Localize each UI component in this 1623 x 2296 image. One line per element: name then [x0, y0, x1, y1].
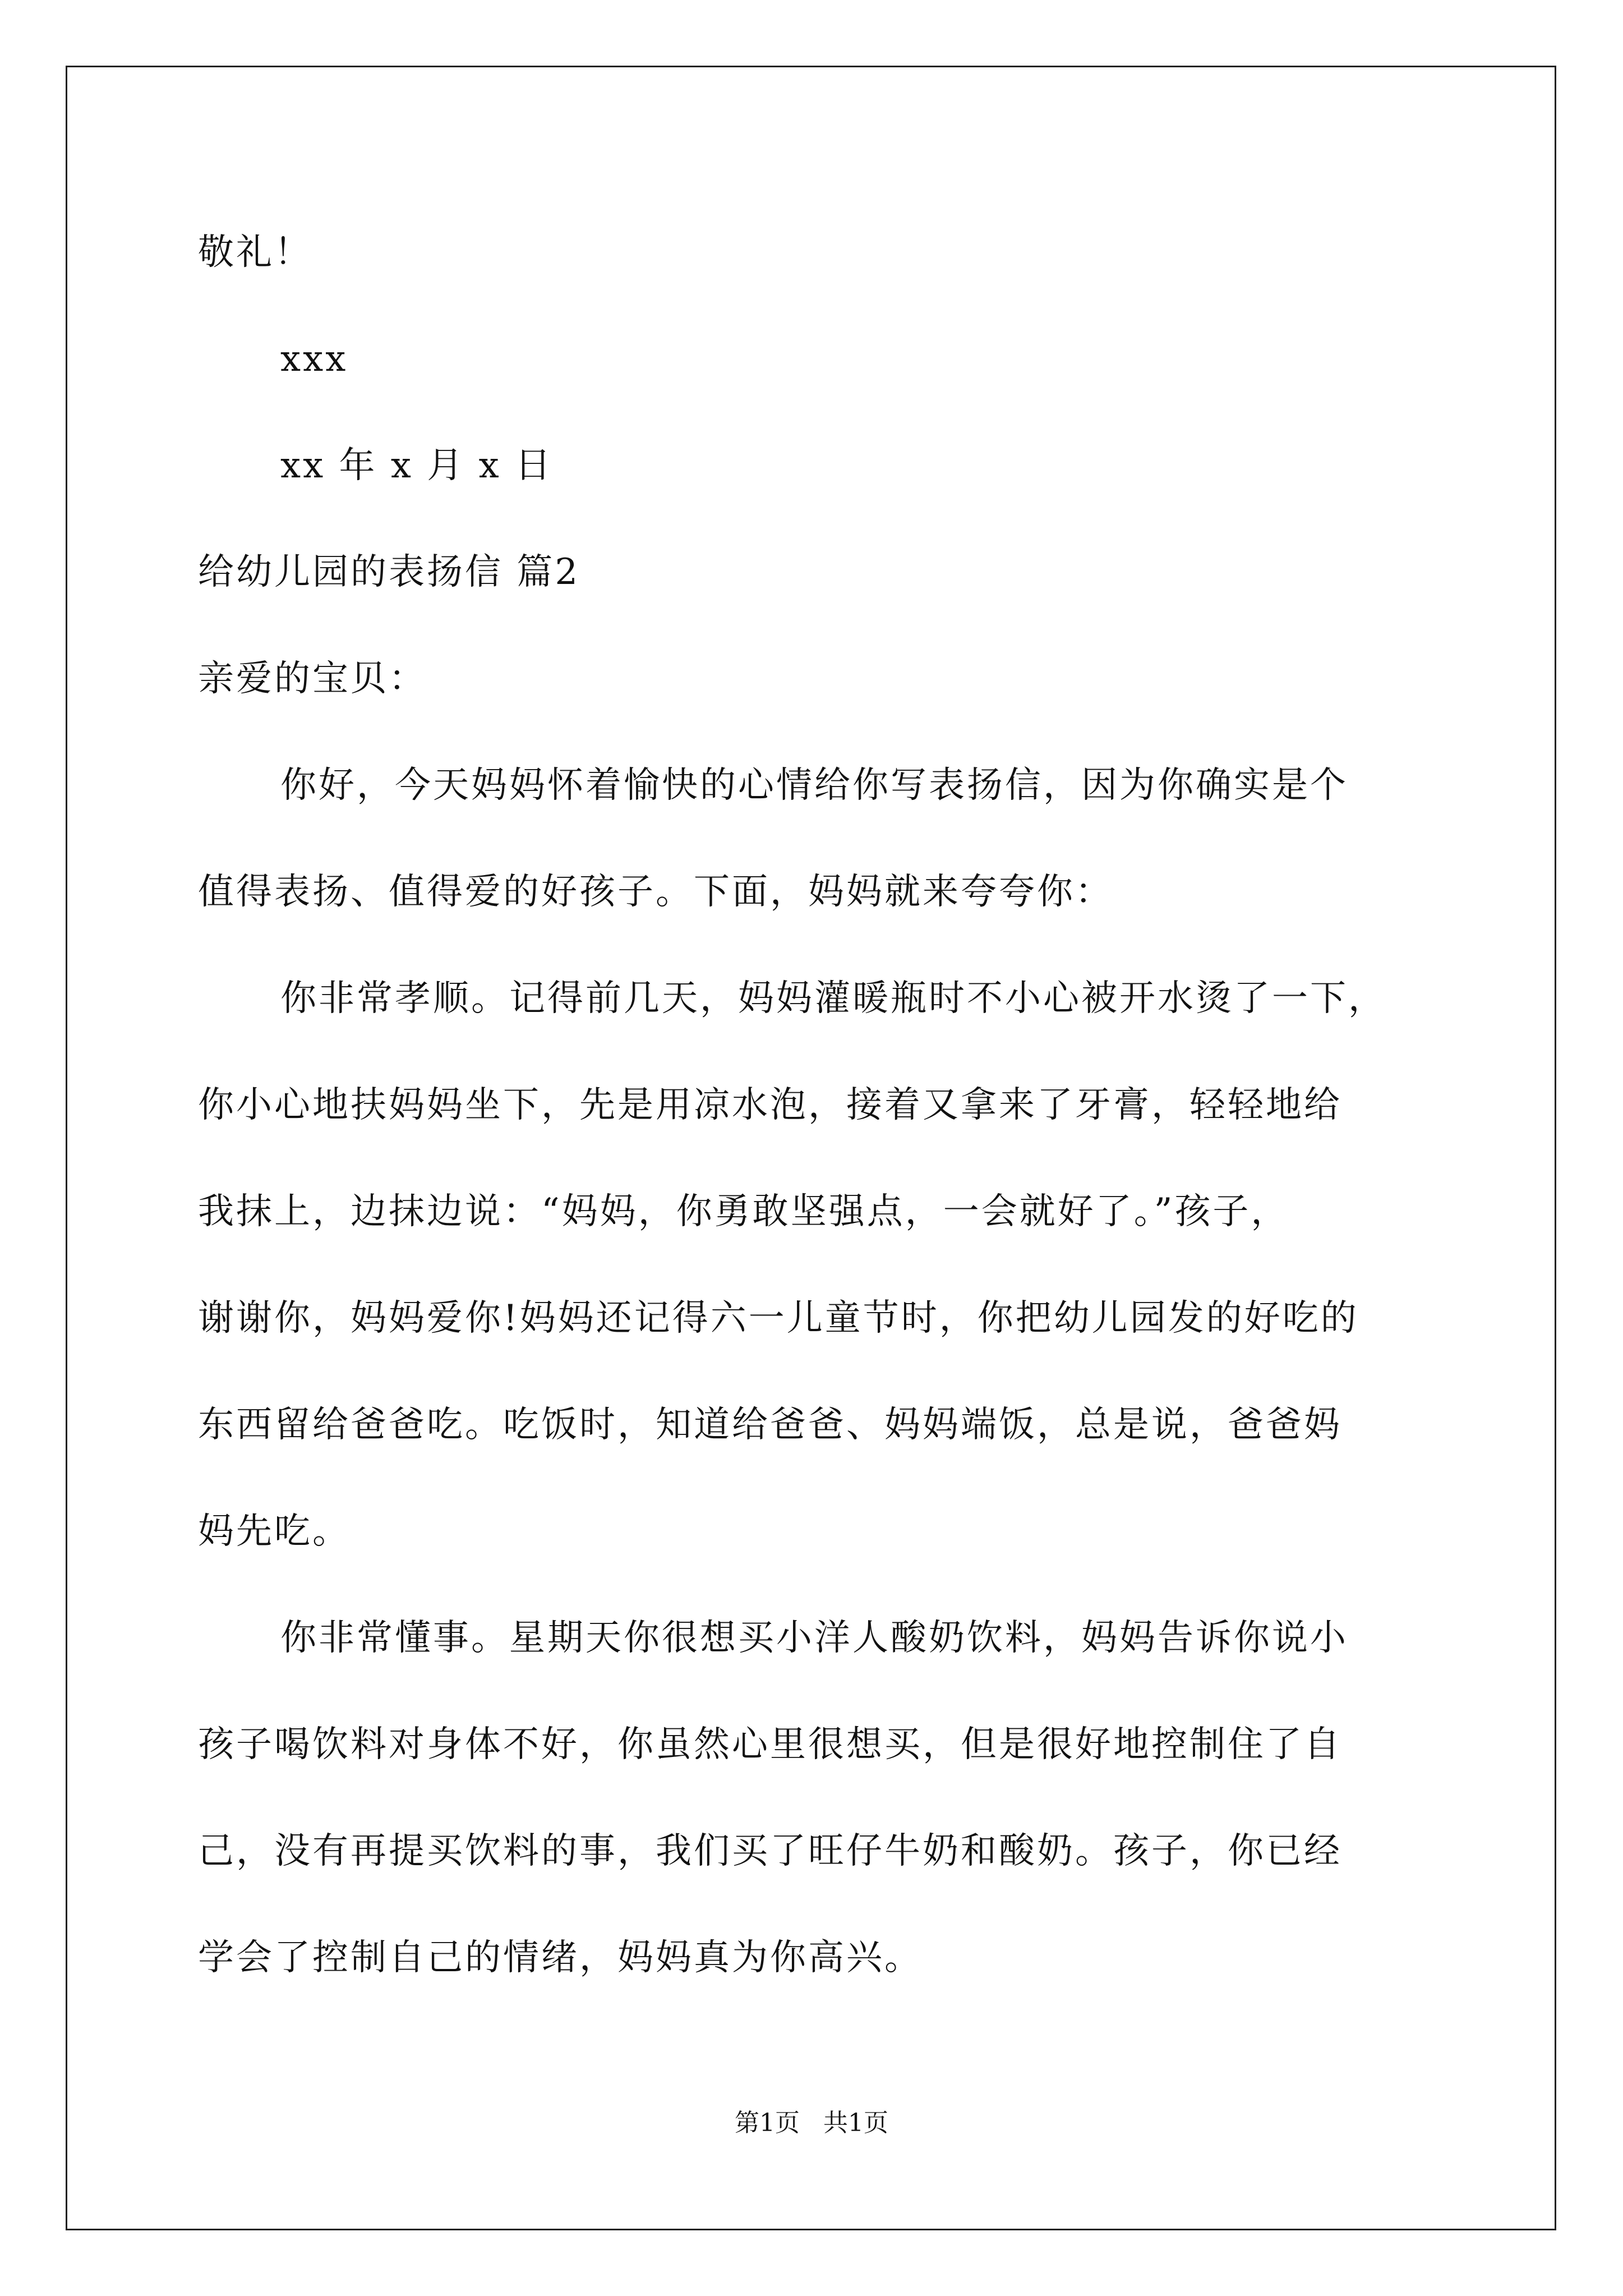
closing-text: 敬礼！	[198, 232, 312, 273]
paragraph-line: 妈先吃。	[198, 1511, 351, 1552]
paragraph-line: 你非常孝顺。记得前几天，妈妈灌暖瓶时不小心被开水烫了一下，	[280, 978, 1386, 1019]
paragraph-line: 值得表扬、值得爱的好孩子。下面，妈妈就来夸夸你：	[198, 871, 1113, 913]
paragraph-line: 东西留给爸爸吃。吃饭时，知道给爸爸、妈妈端饭，总是说，爸爸妈	[198, 1404, 1342, 1446]
section-heading: 给幼儿园的表扬信 篇2	[198, 551, 580, 593]
paragraph-line: 你非常懂事。星期天你很想买小洋人酸奶饮料，妈妈告诉你说小	[280, 1617, 1348, 1659]
paragraph-line: 我抹上，边抹边说：“妈妈，你勇敢坚强点，一会就好了。”孩子，	[198, 1191, 1289, 1232]
paragraph-line: 你小心地扶妈妈坐下，先是用凉水泡，接着又拿来了牙膏，轻轻地给	[198, 1084, 1342, 1126]
date-line: xx 年 x 月 x 日	[280, 445, 554, 486]
paragraph-line: 你好，今天妈妈怀着愉快的心情给你写表扬信，因为你确实是个	[280, 765, 1348, 806]
signature: xxx	[280, 338, 348, 380]
paragraph-line: 孩子喝饮料对身体不好，你虽然心里很想买，但是很好地控制住了自	[198, 1724, 1342, 1765]
page-footer: 第1页 共1页	[735, 2109, 888, 2137]
page-border	[66, 66, 1556, 2230]
paragraph-line: 己，没有再提买饮料的事，我们买了旺仔牛奶和酸奶。孩子，你已经	[198, 1830, 1342, 1872]
paragraph-line: 学会了控制自己的情绪，妈妈真为你高兴。	[198, 1937, 923, 1978]
paragraph-line: 谢谢你，妈妈爱你!妈妈还记得六一儿童节时，你把幼儿园发的好吃的	[198, 1297, 1359, 1339]
salutation: 亲爱的宝贝：	[198, 658, 427, 700]
